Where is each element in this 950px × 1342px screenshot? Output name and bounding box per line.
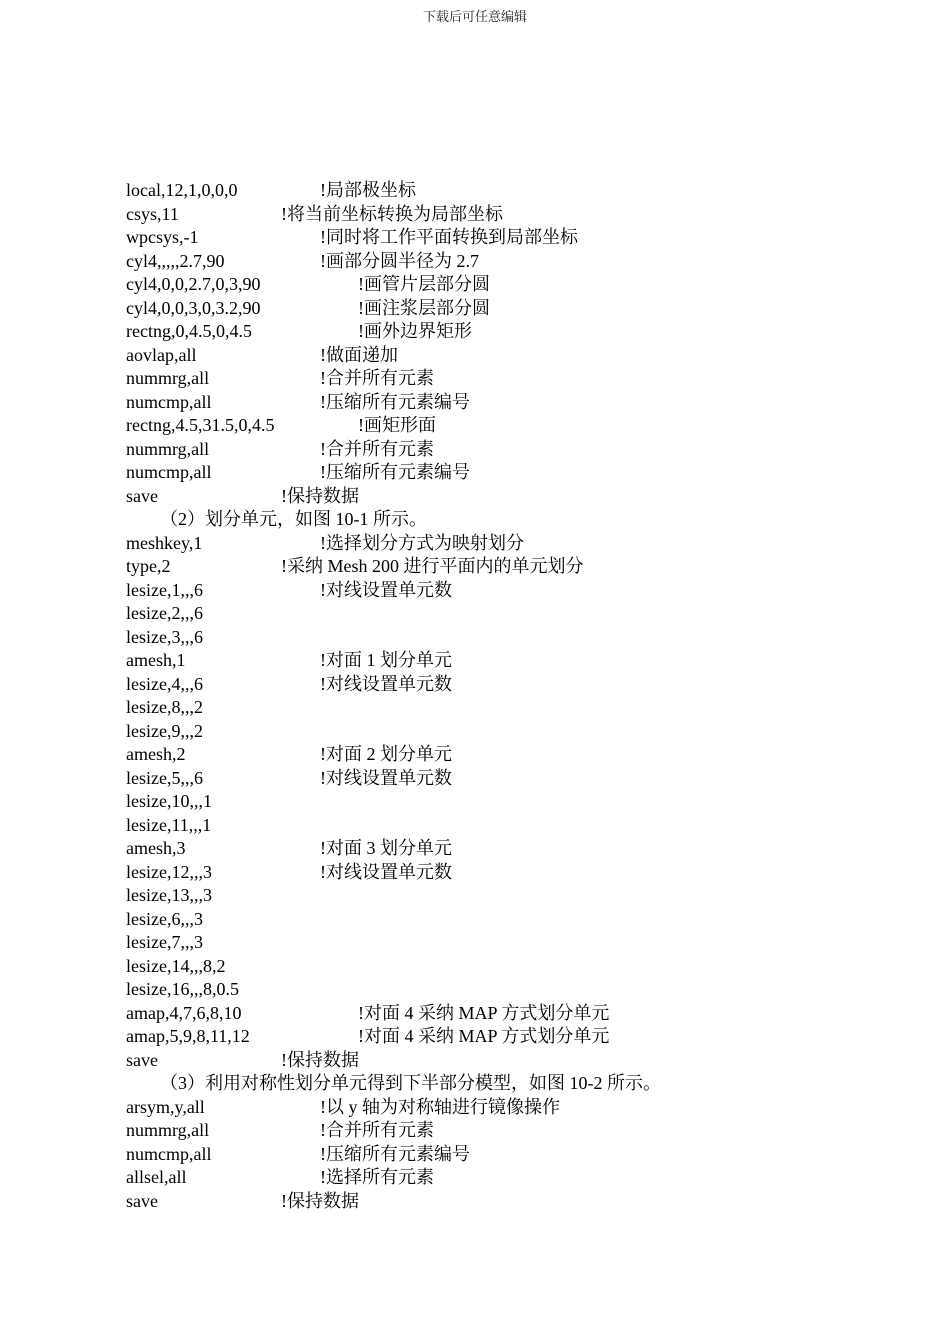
code-line [126, 955, 910, 979]
command-text: lesize,16,,,8,0.5 [126, 979, 239, 999]
command-text: lesize,13,,,3 [126, 885, 212, 905]
command-text: type,2 [126, 556, 171, 576]
command-text: amesh,1 [126, 650, 186, 670]
command-text: cyl4,0,0,3,0,3.2,90 [126, 297, 261, 318]
command-text: numcmp,all [126, 391, 212, 412]
code-line [126, 320, 910, 344]
command-text: lesize,6,,,3 [126, 908, 203, 929]
code-line [126, 1143, 910, 1167]
code-line [126, 908, 910, 932]
comment-text: !压缩所有元素编号 [320, 1143, 470, 1164]
comment-text: !对线设置单元数 [320, 673, 452, 694]
code-line [126, 861, 910, 885]
command-text: save [126, 1190, 158, 1211]
code-line [126, 790, 910, 814]
command-text: aovlap,all [126, 344, 197, 365]
section-heading [126, 1072, 910, 1096]
comment-text: !压缩所有元素编号 [320, 391, 470, 412]
command-text: lesize,5,,,6 [126, 767, 203, 788]
section-heading-text: （2）划分单元，如图 10-1 所示。 [160, 509, 427, 529]
code-line [126, 226, 910, 250]
comment-text: !压缩所有元素编号 [320, 462, 470, 482]
comment-text: !对面 1 划分单元 [320, 650, 452, 670]
command-text: rectng,4.5,31.5,0,4.5 [126, 415, 275, 435]
command-text: numcmp,all [126, 462, 212, 482]
comment-text: !选择划分方式为映射划分 [320, 532, 524, 553]
comment-text: !以 y 轴为对称轴进行镜像操作 [320, 1096, 560, 1117]
command-text: local,12,1,0,0,0 [126, 180, 238, 200]
comment-text: !保持数据 [281, 1049, 359, 1070]
comment-text: !同时将工作平面转换到局部坐标 [320, 227, 578, 247]
code-line [126, 391, 910, 415]
code-line [126, 884, 910, 908]
code-line [126, 367, 910, 391]
command-text: lesize,2,,,6 [126, 603, 203, 623]
section-heading [126, 508, 910, 532]
command-text: lesize,8,,,2 [126, 697, 203, 717]
code-line [126, 579, 910, 603]
comment-text: !对线设置单元数 [320, 861, 452, 882]
code-line [126, 602, 910, 626]
code-line [126, 414, 910, 438]
command-text: save [126, 485, 158, 506]
command-text: lesize,7,,,3 [126, 932, 203, 952]
command-text: save [126, 1049, 158, 1070]
code-line [126, 767, 910, 791]
code-line [126, 649, 910, 673]
code-line [126, 1190, 910, 1214]
code-line [126, 485, 910, 509]
comment-text: !对面 3 划分单元 [320, 838, 452, 858]
command-text: lesize,9,,,2 [126, 720, 203, 741]
code-line [126, 532, 910, 556]
command-text: lesize,14,,,8,2 [126, 955, 226, 976]
command-text: amap,4,7,6,8,10 [126, 1002, 242, 1023]
code-line [126, 1002, 910, 1026]
code-line [126, 673, 910, 697]
code-line [126, 1049, 910, 1073]
comment-text: !对线设置单元数 [320, 579, 452, 600]
code-line [126, 743, 910, 767]
command-text: amesh,2 [126, 744, 186, 764]
comment-text: !保持数据 [281, 1190, 359, 1211]
command-text: csys,11 [126, 203, 179, 224]
comment-text: !对线设置单元数 [320, 767, 452, 788]
code-line [126, 203, 910, 227]
command-text: nummrg,all [126, 438, 210, 459]
command-text: wpcsys,-1 [126, 227, 199, 247]
command-text: lesize,4,,,6 [126, 673, 203, 694]
command-text: lesize,12,,,3 [126, 861, 212, 882]
command-text: cyl4,0,0,2.7,0,3,90 [126, 274, 261, 294]
command-text: rectng,0,4.5,0,4.5 [126, 321, 252, 341]
comment-text: !对面 2 划分单元 [320, 744, 452, 764]
comment-text: !将当前坐标转换为局部坐标 [281, 203, 503, 224]
code-line [126, 626, 910, 650]
comment-text: !合并所有元素 [320, 438, 434, 459]
comment-text: !合并所有元素 [320, 368, 434, 388]
code-line [126, 1096, 910, 1120]
document-body [126, 179, 910, 1213]
comment-text: !对面 4 采纳 MAP 方式划分单元 [358, 1002, 610, 1023]
command-text: lesize,10,,,1 [126, 791, 212, 811]
code-line [126, 179, 910, 203]
code-line [126, 1025, 910, 1049]
code-line [126, 837, 910, 861]
code-line [126, 720, 910, 744]
command-text: allsel,all [126, 1167, 187, 1187]
page-header: 下载后可任意编辑 [422, 9, 527, 24]
command-text: nummrg,all [126, 1120, 210, 1140]
code-line [126, 250, 910, 274]
code-line [126, 555, 910, 579]
comment-text: !采纳 Mesh 200 进行平面内的单元划分 [281, 556, 584, 576]
comment-text: !画注浆层部分圆 [358, 297, 490, 318]
comment-text: !合并所有元素 [320, 1120, 434, 1140]
comment-text: !对面 4 采纳 MAP 方式划分单元 [358, 1026, 610, 1046]
comment-text: !选择所有元素 [320, 1167, 434, 1187]
command-text: lesize,11,,,1 [126, 814, 212, 835]
comment-text: !局部极坐标 [320, 180, 416, 200]
command-text: lesize,3,,,6 [126, 626, 203, 647]
command-text: arsym,y,all [126, 1096, 205, 1117]
command-text: amesh,3 [126, 838, 186, 858]
comment-text: !画矩形面 [358, 415, 436, 435]
command-text: numcmp,all [126, 1143, 212, 1164]
command-text: meshkey,1 [126, 532, 203, 553]
code-line [126, 1166, 910, 1190]
command-text: amap,5,9,8,11,12 [126, 1026, 250, 1046]
command-text: nummrg,all [126, 368, 210, 388]
comment-text: !画管片层部分圆 [358, 274, 490, 294]
code-line [126, 814, 910, 838]
code-line [126, 931, 910, 955]
comment-text: !做面递加 [320, 344, 398, 365]
section-heading-text: （3）利用对称性划分单元得到下半部分模型，如图 10-2 所示。 [160, 1073, 661, 1093]
code-line [126, 297, 910, 321]
code-line [126, 344, 910, 368]
comment-text: !画外边界矩形 [358, 321, 472, 341]
comment-text: !画部分圆半径为 2.7 [320, 250, 479, 271]
code-line [126, 978, 910, 1002]
command-text: lesize,1,,,6 [126, 579, 203, 600]
code-line [126, 273, 910, 297]
code-line [126, 1119, 910, 1143]
code-line [126, 438, 910, 462]
code-line [126, 696, 910, 720]
code-line [126, 461, 910, 485]
command-text: cyl4,,,,,2.7,90 [126, 250, 225, 271]
comment-text: !保持数据 [281, 485, 359, 506]
